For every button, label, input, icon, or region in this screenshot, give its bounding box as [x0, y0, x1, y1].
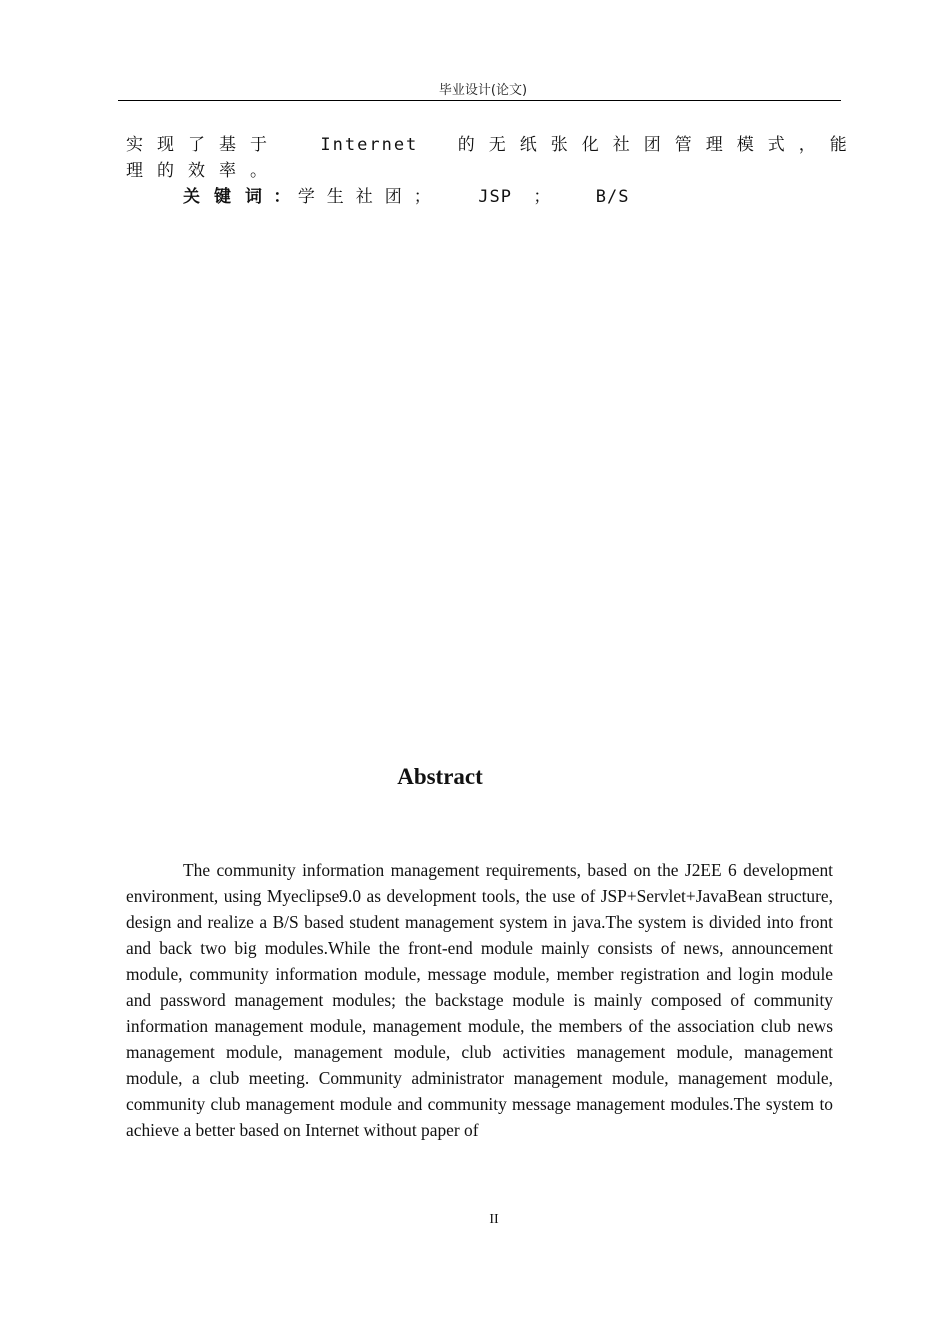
abstract-heading: Abstract [397, 764, 483, 789]
keywords-line [183, 182, 629, 207]
keywords-colon: ： [273, 187, 291, 207]
chinese-abstract-line-2: 理的效率。 [126, 161, 281, 181]
keywords-label: 关键词 [183, 187, 276, 207]
page-header-title: 毕业设计(论文) [438, 83, 528, 98]
chinese-abstract-line-1 [126, 130, 861, 155]
chinese-text-segment: 实现了基于 [126, 135, 281, 155]
keyword-item: B/S [595, 187, 630, 207]
chinese-text-segment: 的无纸张化社团管理模式，能 [457, 135, 861, 155]
keyword-item: 学生社团； [297, 187, 443, 207]
page-number: II [489, 1212, 499, 1227]
abstract-paragraph: The community information management requirements, based on the J2EE 6 development environment, using Myeclipse9.0 as development tools, the use of JSP+Servlet+JavaBean structure, design and realize a B/S based student management system in java.The system is divided into front and back two big modules.While the front-end module mainly consists of news, announcement module, community information module, message module, member registration and login module and password management modules; the backstage module is mainly composed of community information management module, management module, the members of the association club news management module, management module, club activities management module, management module, a club meeting. Community administrator management module, management module, community club management module and community message management modules.The system to achieve a better based on Internet without paper of [126, 860, 833, 1140]
chinese-text-segment: Internet [320, 135, 419, 155]
header-divider [118, 100, 841, 101]
keyword-item: JSP [478, 187, 512, 207]
keyword-separator: ； [533, 187, 551, 207]
